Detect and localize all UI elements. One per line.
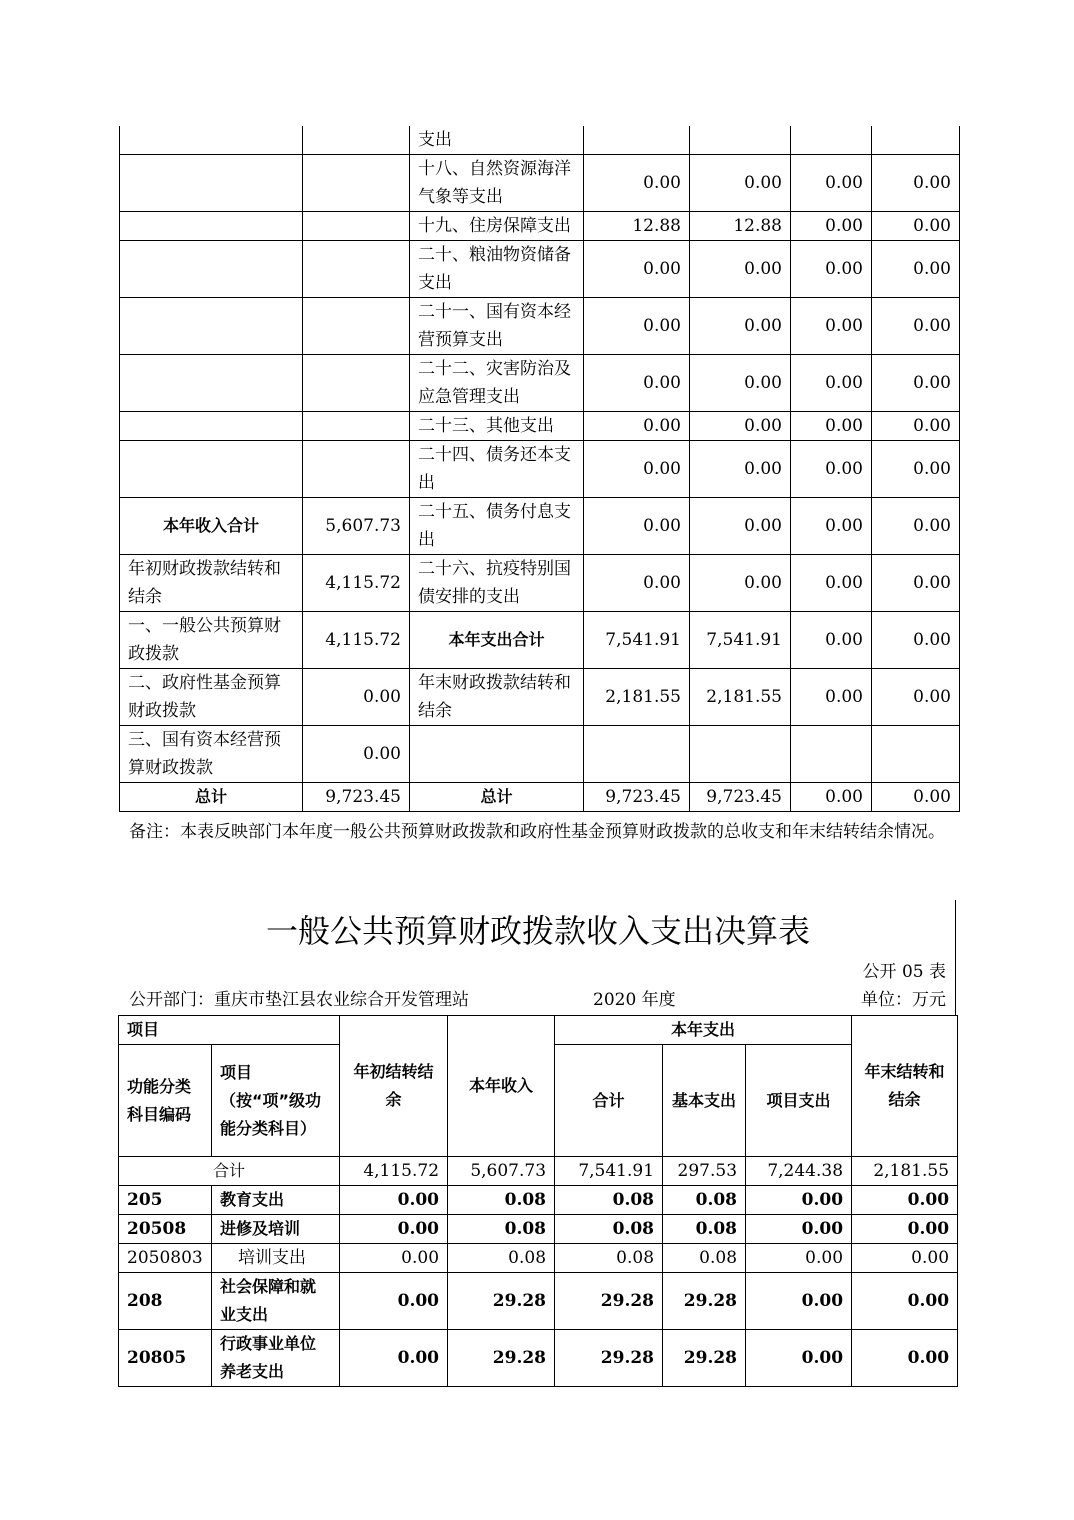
cell-value: 0.00 (690, 555, 791, 612)
category-code: 2050803 (119, 1244, 212, 1273)
cell-value: 0.00 (852, 1244, 958, 1273)
expense-item: 二十四、债务还本支出 (410, 441, 584, 498)
header-begin: 年初结转结余 (340, 1016, 448, 1157)
expense-item: 年末财政拨款结转和结余 (410, 669, 584, 726)
cell-value: 29.28 (448, 1330, 555, 1387)
income-item: 一、一般公共预算财政拨款 (120, 612, 303, 669)
expense-item: 支出 (410, 126, 584, 155)
category-name: 教育支出 (212, 1186, 340, 1215)
cell-value (872, 126, 960, 155)
cell-value: 0.00 (690, 241, 791, 298)
cell-value: 0.00 (872, 555, 960, 612)
cell-value: 0.00 (872, 612, 960, 669)
department-label: 公开部门：重庆市垫江县农业综合开发管理站 (129, 990, 469, 1010)
cell-value: 0.00 (340, 1186, 448, 1215)
income-item (120, 126, 303, 155)
table-row (120, 355, 960, 412)
cell-value: 2,181.55 (584, 669, 690, 726)
cell-value: 0.00 (690, 412, 791, 441)
cell-value: 0.00 (690, 298, 791, 355)
income-item (120, 412, 303, 441)
expense-item: 二十一、国有资本经营预算支出 (410, 298, 584, 355)
cell-value: 0.00 (791, 498, 872, 555)
table-row (120, 555, 960, 612)
header-basic: 基本支出 (663, 1045, 746, 1157)
cell-value: 0.00 (584, 241, 690, 298)
table-row (120, 726, 960, 783)
table-row (120, 441, 960, 498)
income-value (303, 212, 410, 241)
header-name: 项目（按“项”级功能分类科目） (212, 1045, 340, 1157)
cell-value: 0.00 (791, 298, 872, 355)
cell-value: 0.00 (584, 298, 690, 355)
category-code: 205 (119, 1186, 212, 1215)
cell-value: 7,244.38 (746, 1157, 852, 1186)
cell-value: 0.00 (584, 555, 690, 612)
cell-value: 0.00 (791, 612, 872, 669)
cell-value: 9,723.45 (584, 783, 690, 812)
cell-value: 0.08 (663, 1244, 746, 1273)
income-item (120, 441, 303, 498)
cell-value: 4,115.72 (340, 1157, 448, 1186)
cell-value: 29.28 (448, 1273, 555, 1330)
cell-value: 0.00 (791, 555, 872, 612)
category-code: 20508 (119, 1215, 212, 1244)
table-row (120, 669, 960, 726)
income-value: 9,723.45 (303, 783, 410, 812)
cell-value: 0.00 (340, 1330, 448, 1387)
table-row (119, 1273, 958, 1330)
divider (955, 900, 956, 1015)
expense-item: 二十、粮油物资储备支出 (410, 241, 584, 298)
header-total: 合计 (555, 1045, 663, 1157)
income-value (303, 441, 410, 498)
income-item: 年初财政拨款结转和结余 (120, 555, 303, 612)
cell-value: 5,607.73 (448, 1157, 555, 1186)
cell-value: 0.00 (872, 669, 960, 726)
cell-value (791, 126, 872, 155)
category-name: 进修及培训 (212, 1215, 340, 1244)
cell-value: 0.00 (690, 498, 791, 555)
cell-value: 29.28 (663, 1273, 746, 1330)
table-row (119, 1244, 958, 1273)
cell-value: 0.00 (791, 441, 872, 498)
cell-value: 7,541.91 (555, 1157, 663, 1186)
cell-value: 0.00 (746, 1330, 852, 1387)
cell-value: 0.00 (746, 1273, 852, 1330)
cell-value: 0.08 (448, 1186, 555, 1215)
header-income: 本年收入 (448, 1016, 555, 1157)
expense-item: 十八、自然资源海洋气象等支出 (410, 155, 584, 212)
cell-value: 0.00 (791, 241, 872, 298)
cell-value: 2,181.55 (852, 1157, 958, 1186)
category-name: 培训支出 (212, 1244, 340, 1273)
cell-value: 9,723.45 (690, 783, 791, 812)
table-row (119, 1215, 958, 1244)
table-row (120, 212, 960, 241)
income-value (303, 355, 410, 412)
income-value (303, 241, 410, 298)
page-title: 一般公共预算财政拨款收入支出决算表 (265, 912, 810, 950)
category-name: 行政事业单位养老支出 (212, 1330, 340, 1387)
cell-value: 0.00 (690, 441, 791, 498)
cell-value: 0.00 (340, 1244, 448, 1273)
budget-appropriation-table (118, 1015, 958, 1387)
income-value: 0.00 (303, 726, 410, 783)
grand-total-label: 总计 (120, 783, 303, 812)
cell-value: 0.08 (555, 1186, 663, 1215)
cell-value: 0.00 (584, 498, 690, 555)
table-row (120, 155, 960, 212)
header-project: 项目支出 (746, 1045, 852, 1157)
category-name: 社会保障和就业支出 (212, 1273, 340, 1330)
cell-value: 0.00 (872, 498, 960, 555)
cell-value: 0.08 (555, 1215, 663, 1244)
cell-value: 0.08 (663, 1215, 746, 1244)
table-row (120, 126, 960, 155)
cell-value: 0.00 (872, 212, 960, 241)
cell-value: 0.00 (872, 412, 960, 441)
cell-value: 0.08 (448, 1244, 555, 1273)
cell-value: 29.28 (555, 1273, 663, 1330)
cell-value: 0.00 (584, 412, 690, 441)
cell-value: 0.00 (791, 412, 872, 441)
income-value: 4,115.72 (303, 555, 410, 612)
cell-value: 0.00 (852, 1215, 958, 1244)
cell-value (791, 726, 872, 783)
table-row (120, 783, 960, 812)
header-end: 年末结转和结余 (852, 1016, 958, 1157)
cell-value: 0.00 (690, 355, 791, 412)
cell-value (690, 126, 791, 155)
cell-value: 29.28 (663, 1330, 746, 1387)
income-item: 二、政府性基金预算财政拨款 (120, 669, 303, 726)
income-value: 5,607.73 (303, 498, 410, 555)
income-item (120, 298, 303, 355)
expense-item: 十九、住房保障支出 (410, 212, 584, 241)
header-row (119, 1016, 958, 1045)
cell-value: 0.00 (746, 1186, 852, 1215)
cell-value: 0.00 (872, 441, 960, 498)
cell-value: 0.08 (555, 1244, 663, 1273)
income-value (303, 155, 410, 212)
table-row (120, 298, 960, 355)
income-value: 0.00 (303, 669, 410, 726)
cell-value: 0.00 (852, 1186, 958, 1215)
income-item (120, 355, 303, 412)
income-value (303, 298, 410, 355)
cell-value: 0.08 (663, 1186, 746, 1215)
cell-value: 2,181.55 (690, 669, 791, 726)
cell-value: 0.00 (791, 155, 872, 212)
income-total-label: 本年收入合计 (120, 498, 303, 555)
table-row (120, 241, 960, 298)
unit-label: 单位：万元 (861, 990, 946, 1010)
income-value (303, 126, 410, 155)
category-code: 20805 (119, 1330, 212, 1387)
header-code: 功能分类科目编码 (119, 1045, 212, 1157)
fiscal-year: 2020 年度 (593, 990, 676, 1010)
grand-total-label: 总计 (410, 783, 584, 812)
cell-value: 0.00 (852, 1330, 958, 1387)
expense-item: 二十二、灾害防治及应急管理支出 (410, 355, 584, 412)
cell-value: 0.00 (852, 1273, 958, 1330)
cell-value: 12.88 (584, 212, 690, 241)
cell-value: 0.00 (340, 1273, 448, 1330)
cell-value (690, 726, 791, 783)
cell-value: 297.53 (663, 1157, 746, 1186)
cell-value: 0.00 (872, 241, 960, 298)
cell-value: 0.00 (584, 441, 690, 498)
expense-item (410, 726, 584, 783)
fiscal-summary-table (119, 126, 960, 812)
income-item (120, 212, 303, 241)
total-label: 合计 (119, 1157, 340, 1186)
cell-value: 0.00 (872, 783, 960, 812)
table-row (119, 1330, 958, 1387)
cell-value: 0.00 (791, 669, 872, 726)
table-row (119, 1186, 958, 1215)
table-row (120, 612, 960, 669)
header-expense: 本年支出 (555, 1016, 852, 1045)
cell-value: 0.00 (791, 212, 872, 241)
cell-value: 12.88 (690, 212, 791, 241)
income-value (303, 412, 410, 441)
table-note: 备注：本表反映部门本年度一般公共预算财政拨款和政府性基金预算财政拨款的总收支和年末结转结余情况。 (129, 822, 945, 842)
cell-value: 0.00 (340, 1215, 448, 1244)
header-item: 项目 (119, 1016, 340, 1045)
table-row (120, 498, 960, 555)
cell-value: 29.28 (555, 1330, 663, 1387)
total-row (119, 1157, 958, 1186)
cell-value: 0.00 (746, 1215, 852, 1244)
income-item: 三、国有资本经营预算财政拨款 (120, 726, 303, 783)
income-item (120, 241, 303, 298)
cell-value (872, 726, 960, 783)
cell-value: 0.00 (690, 155, 791, 212)
cell-value: 7,541.91 (690, 612, 791, 669)
cell-value (584, 726, 690, 783)
table-code: 公开 05 表 (862, 962, 946, 982)
category-code: 208 (119, 1273, 212, 1330)
cell-value: 0.08 (448, 1215, 555, 1244)
income-value: 4,115.72 (303, 612, 410, 669)
cell-value: 0.00 (584, 355, 690, 412)
table-row (120, 412, 960, 441)
expense-total-label: 本年支出合计 (410, 612, 584, 669)
cell-value: 0.00 (872, 155, 960, 212)
cell-value: 0.00 (584, 155, 690, 212)
income-item (120, 155, 303, 212)
cell-value: 7,541.91 (584, 612, 690, 669)
expense-item: 二十五、债务付息支出 (410, 498, 584, 555)
cell-value: 0.00 (872, 355, 960, 412)
cell-value (584, 126, 690, 155)
cell-value: 0.00 (791, 783, 872, 812)
cell-value: 0.00 (791, 355, 872, 412)
cell-value: 0.00 (746, 1244, 852, 1273)
cell-value: 0.00 (872, 298, 960, 355)
expense-item: 二十三、其他支出 (410, 412, 584, 441)
expense-item: 二十六、抗疫特别国债安排的支出 (410, 555, 584, 612)
